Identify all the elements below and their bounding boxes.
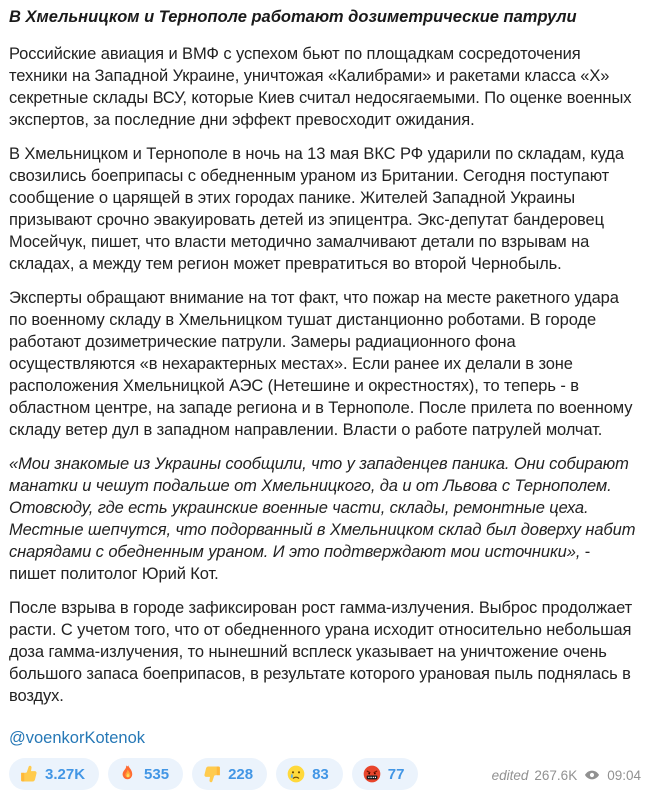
post-quote-paragraph — [9, 453, 641, 585]
reaction-fire[interactable] — [108, 758, 183, 790]
thumbs-up-icon — [19, 764, 39, 784]
post-paragraph: Эксперты обращают внимание на тот факт, что пожар на месте ракетного удара по военному складу в Хмельницком тушат дистанционно роботами. В городе работают дозиметрические патрули. Замеры радиационного фона осуществляются «в нехарактерных местах». Если ранее их делали в зоне расположения Хмельницкой АЭС (Нетешине и окрестностях), то теперь - в областном центре, на западе региона и в Тернополе. После прилета по военному складу ветер дул в западном направлении. Власти о работе патрулей молчат. — [9, 289, 633, 439]
reaction-thumbs-up[interactable] — [9, 758, 99, 790]
edited-label: edited — [491, 767, 529, 783]
reaction-count: 83 — [312, 765, 329, 783]
views-count: 267.6K — [534, 767, 578, 783]
reaction-count: 228 — [228, 765, 254, 783]
quote-attribution: - пишет политолог Юрий Кот. — [9, 543, 591, 583]
reaction-thumbs-down[interactable] — [192, 758, 267, 790]
crying-face-icon — [286, 764, 306, 784]
message-meta — [492, 767, 641, 790]
message-time: 09:04 — [607, 767, 641, 783]
thumbs-down-icon — [202, 764, 222, 784]
reaction-count: 77 — [387, 765, 405, 783]
post-paragraph: После взрыва в городе зафиксирован рост гамма-излучения. Выброс продолжает расти. С учетом того, что от обедненного урана исходит относительно небольшая доза гамма-излучения, то нынешний всплеск указывает на уничтожение очень большого запаса боеприпасов, в результате которого урановая пыль поднялась в воздух. — [9, 599, 633, 705]
post-title: В Хмельницком и Тернополе работают дозиметрические патрули — [9, 8, 577, 26]
eye-icon — [584, 767, 600, 783]
channel-mention-link[interactable]: @voenkorKotenok — [9, 729, 145, 747]
post-footer — [9, 758, 641, 790]
post-paragraph: Российские авиация и ВМФ с успехом бьют по площадкам сосредоточения техники на Западной Украине, уничтожая «Калибрами» и ракетами класса «Х» секретные склады ВСУ, которые Киев считал недосягаемыми. По оценке военных экспертов, за последние дни эффект превосходит ожидания. — [9, 45, 632, 129]
angry-cursing-face-icon — [362, 764, 382, 784]
reaction-crying-face[interactable] — [276, 758, 343, 790]
fire-icon — [118, 764, 138, 784]
reaction-angry-cursing-face[interactable] — [352, 758, 419, 790]
reaction-count: 3.27K — [45, 765, 86, 783]
reaction-count: 535 — [144, 765, 170, 783]
post-paragraph: В Хмельницком и Тернополе в ночь на 13 мая ВКС РФ ударили по складам, куда свозились боеприпасы с обедненным ураном из Британии. Сегодня поступают сообщение о царящей в этих городах панике. Жителей Западной Украины призывают срочно эвакуировать детей из эпицентра. Экс-депутат бандеровец Мосейчук, пишет, что власти методично замалчивают детали по взрывам на складах, а между тем регион может превратиться во второй Чернобыль. — [9, 145, 624, 273]
quote-text: «Мои знакомые из Украины сообщили, что у западенцев паника. Они собирают манатки и чешут подальше от Хмельницкого, да и от Львова с Тернополем. Отовсюду, где есть украинские военные части, склады, ремонтные цеха. Местные шепчутся, что подорванный в Хмельницком склад был доверху набит снарядами с обедненным ураном. И это подтверждают мои источники», — [9, 455, 636, 561]
reactions-bar — [9, 758, 418, 790]
